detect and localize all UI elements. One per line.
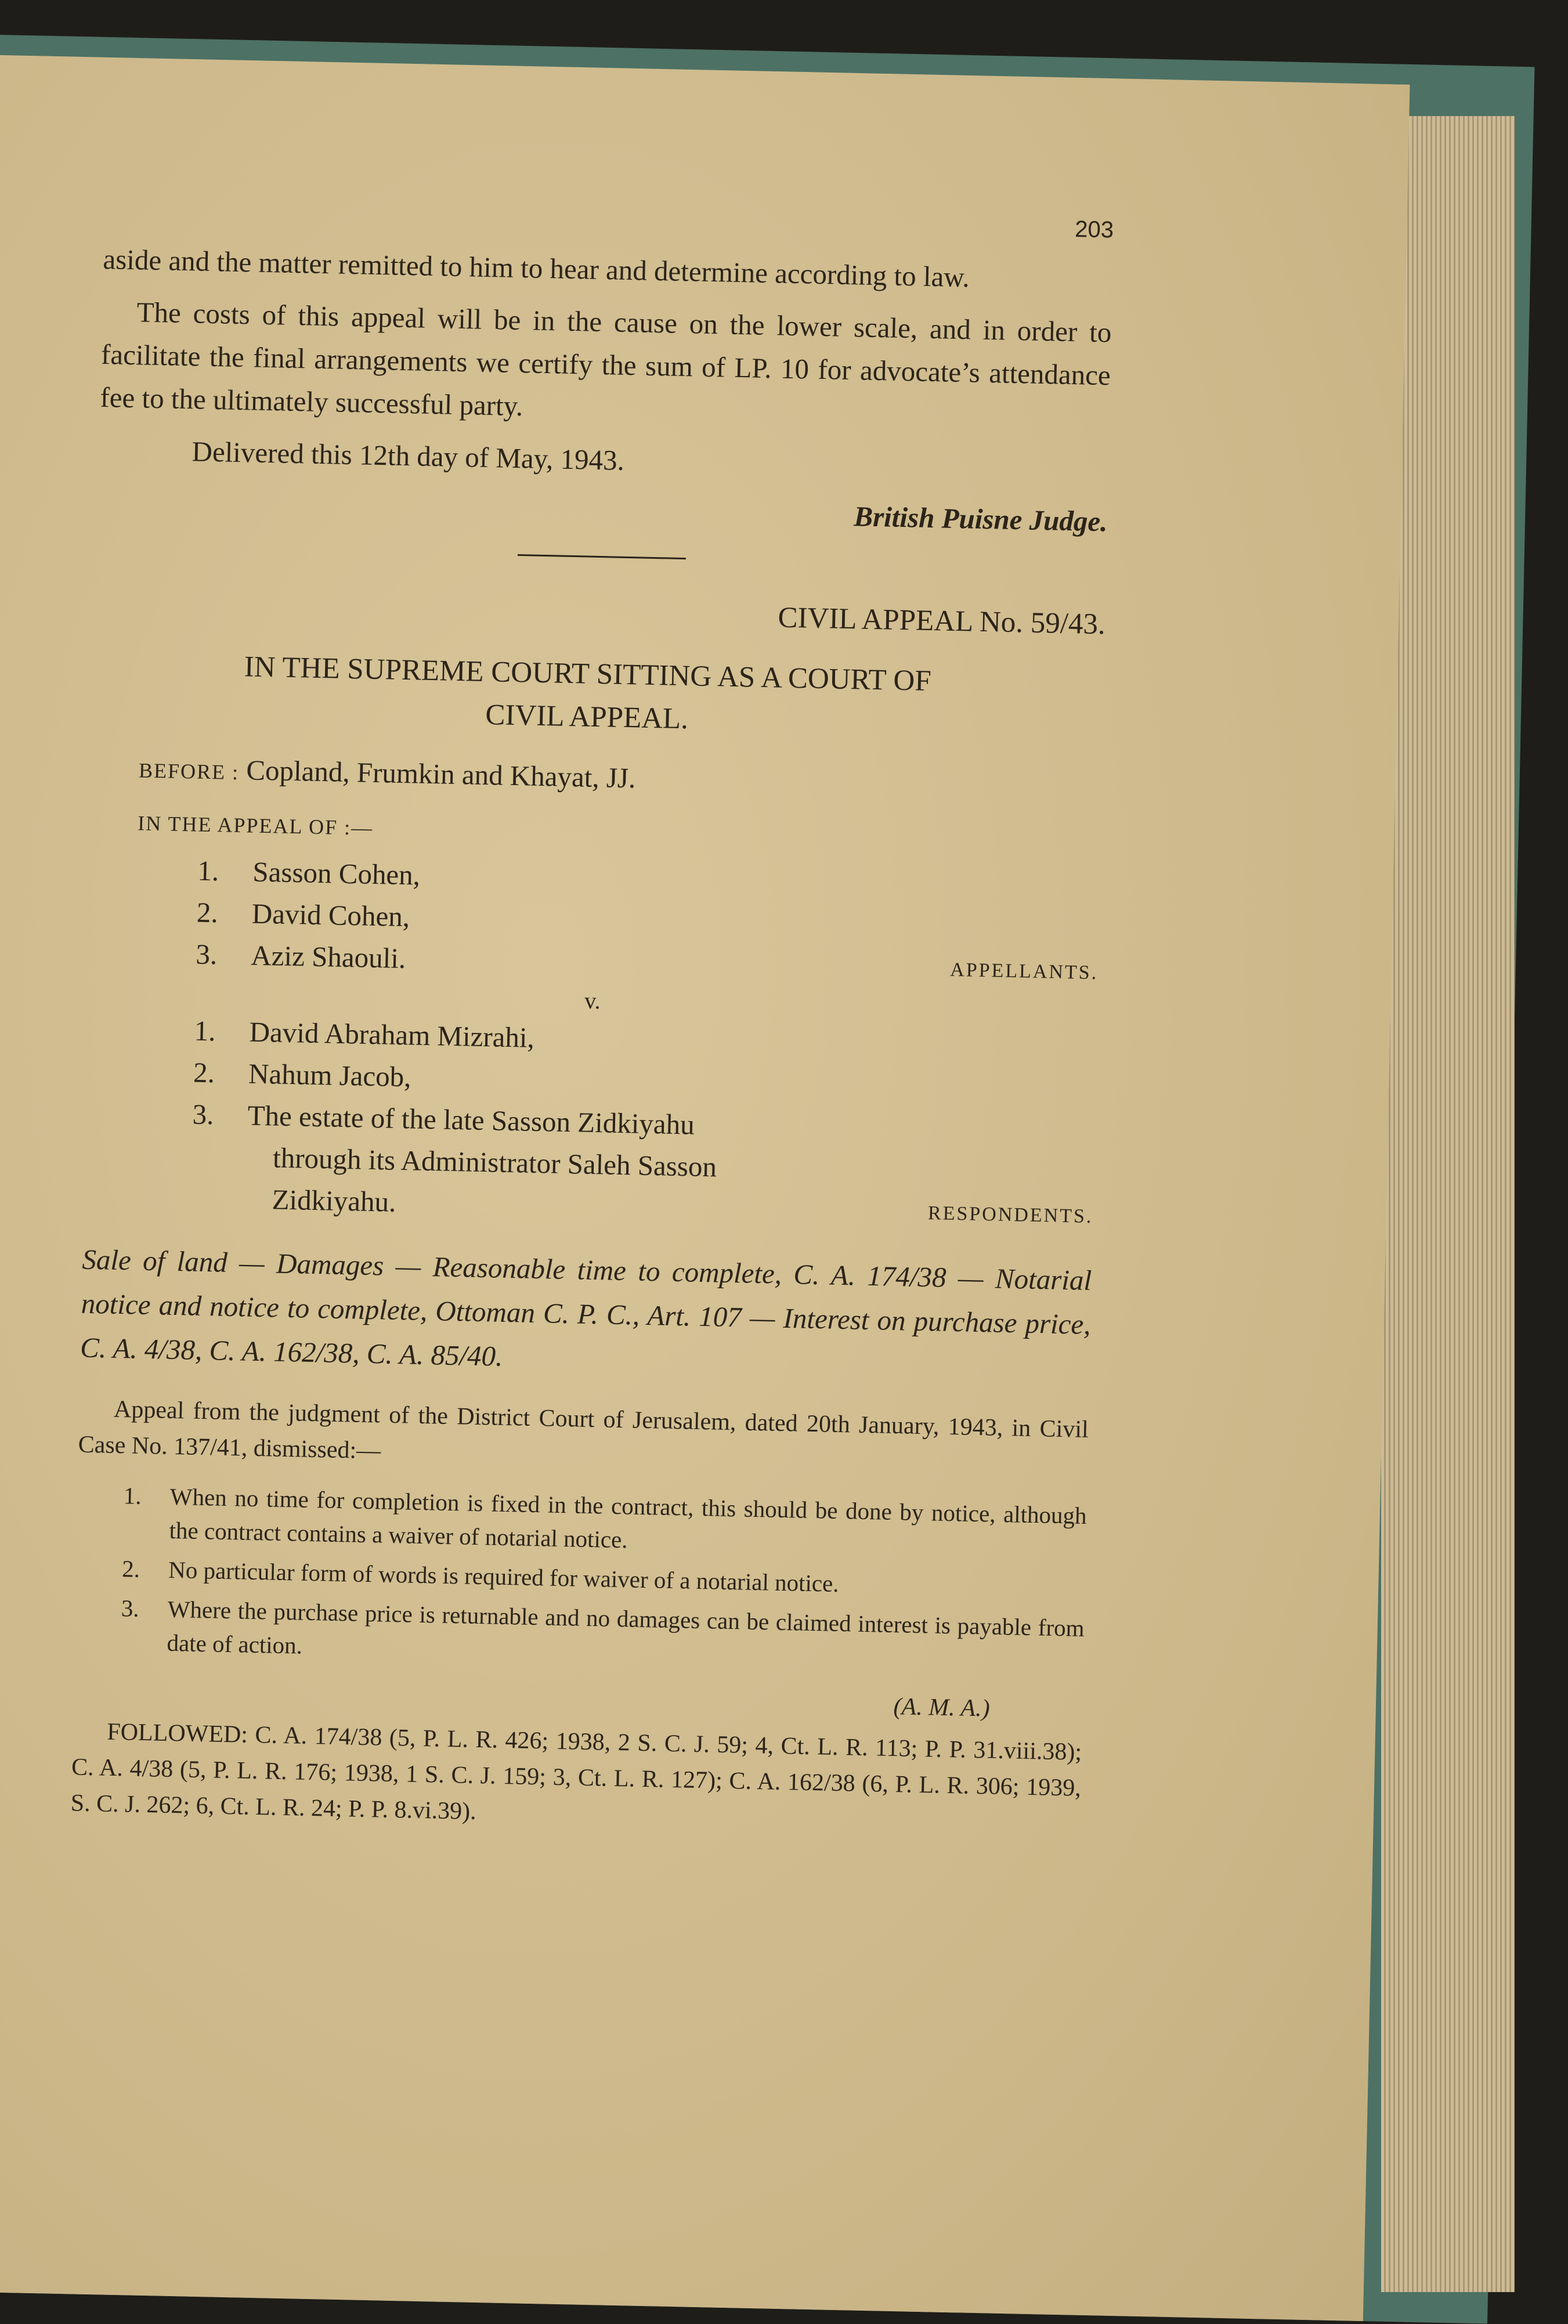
holding-item: 2. No particular form of words is required for waiver of a notarial notice.	[121, 1555, 840, 1597]
appellant-item: 1. Sasson Cohen,	[197, 854, 421, 891]
respondents-list	[83, 1008, 1097, 1238]
before-line	[92, 746, 1102, 812]
before-label: BEFORE :	[138, 758, 240, 785]
respondent-item: 3. The estate of the late Sasson Zidkiyahu	[192, 1098, 695, 1141]
before-judges: Copland, Frumkin and Khayat, JJ.	[245, 754, 636, 794]
holdings-list	[74, 1478, 1087, 1679]
appellants-list	[88, 848, 1100, 994]
paragraph-2: The costs of this appeal will be in the cause on the lower scale, and in order to facilitate the final arrangements we certify the sum of LP. 10 for advocate’s attendance fee to the ultimately successful party.	[100, 296, 1112, 422]
respondent-item: 2. Nahum Jacob,	[193, 1056, 412, 1093]
holding-item: 1. When no time for completion is fixed in the contract, this should be done by notice, although the contract contains a waiver of notarial notice.	[123, 1482, 1088, 1553]
page-content	[70, 191, 1114, 1842]
appellant-item: 2. David Cohen,	[196, 896, 410, 933]
versus: v.	[584, 987, 601, 1014]
paragraph-1: aside and the matter remitted to him to hear and determine according to law.	[102, 243, 970, 294]
respondents-label: RESPONDENTS.	[927, 1202, 1093, 1228]
court-title-line2: CIVIL APPEAL.	[485, 698, 689, 736]
followed-citations: FOLLOWED: C. A. 174/38 (5, P. L. R. 426; 1938, 2 S. C. J. 59; 4, Ct. L. R. 113; P. P. 31.viii.38); C. A. 4/38 (5, P. L. R. 176; 1938, 1 S. C. J. 159; 3, Ct. L. R. 127); C. A. 162/38 (6, P. L. R. 306; 1939, S. C. J. 262; 6, Ct. L. R. 24; P. P. 8.vi.39).	[70, 1718, 1082, 1826]
initials: (A. M. A.)	[893, 1693, 991, 1722]
page-number: 203	[1074, 216, 1114, 243]
court-title-line1: IN THE SUPREME COURT SITTING AS A COURT OF	[244, 650, 932, 698]
respondent-item: 1. David Abraham Mizrahi,	[194, 1014, 535, 1054]
headnote: Sale of land — Damages — Reasonable time to complete, C. A. 174/38 — Notarial notice and notice to complete, Ottoman C. P. C., Art. 107 — Interest on purchase price, C. A. 4/38, C. A. 162/38, C. A. 85/40.	[80, 1243, 1092, 1372]
appellants-label: APPELLANTS.	[949, 959, 1099, 984]
appeal-text: Appeal from the judgment of the District Court of Jerusalem, dated 20th January, 1943, in Civil Case No. 137/41, dismissed:—	[78, 1396, 1089, 1465]
appellant-item: 3. Aziz Shaouli. APPELLANTS.	[88, 931, 1099, 994]
in-appeal-of: IN THE APPEAL OF :—	[137, 811, 374, 840]
case-number: CIVIL APPEAL No. 59/43.	[777, 601, 1106, 641]
holding-item: 3. Where the purchase price is returnable and no damages can be claimed interest is payable from date of action.	[121, 1595, 1085, 1659]
respondent-item-continued: through its Administrator Saleh Sasson	[272, 1141, 717, 1183]
divider	[518, 554, 686, 559]
judge-signature: British Puisne Judge.	[853, 500, 1108, 538]
respondent-item-continued: Zidkiyahu. RESPONDENTS.	[83, 1175, 1093, 1238]
delivered-line: Delivered this 12th day of May, 1943.	[192, 435, 625, 476]
